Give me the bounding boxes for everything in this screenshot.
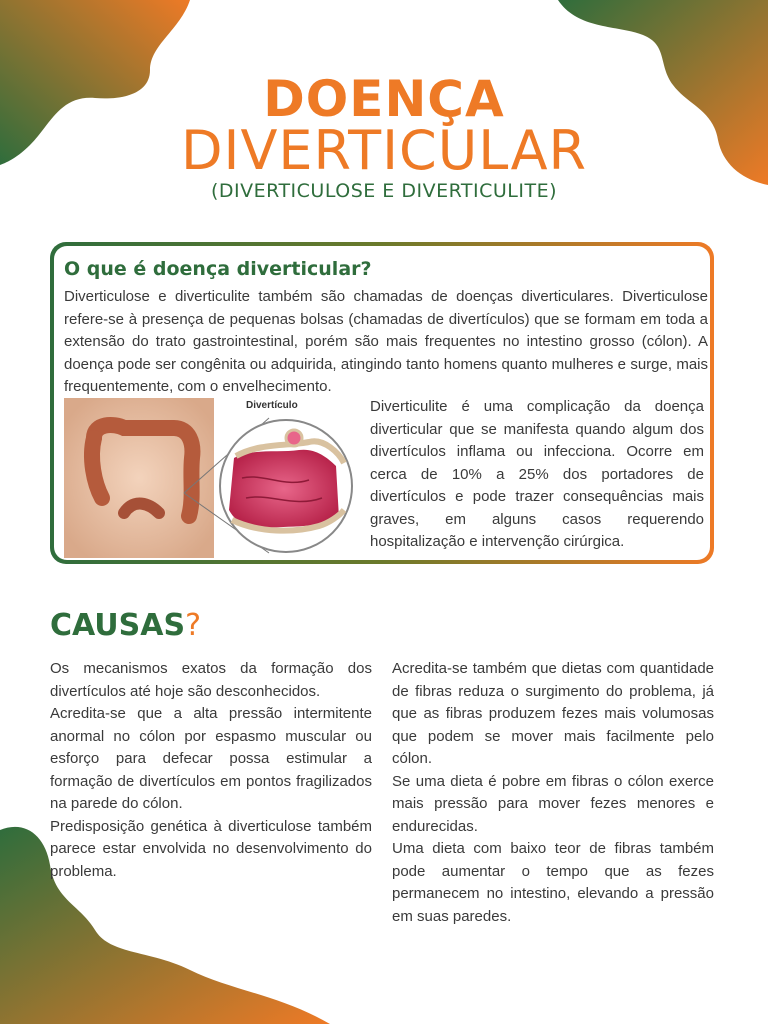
colon-illustration (64, 398, 364, 558)
causas-right-paragraph: Acredita-se também que dietas com quantidade de fibras reduza o surgimento do problema, já que as fibras produzem fezes mais volumosas que podem se mover mais facilmente pelo cólon. (392, 660, 714, 767)
causas-left-paragraph: Acredita-se que a alta pressão intermitente anormal no cólon por espasmo muscular ou esforço para defecar possa estimular a formação de divertículos em pontos fragilizados na parede do cólon. (50, 705, 372, 812)
title-line2: DIVERTICULAR (180, 119, 588, 182)
causas-left-column (50, 658, 372, 883)
causas-question-mark: ? (185, 608, 202, 643)
info-box-paragraph-2: Diverticulite é uma complicação da doença diverticular que se manifesta quando algum dos divertículos inflama ou infecciona. Ocorre em cerca de 10% a 25% dos portadores de divertículos e pode trazer consequências mais graves, em alguns casos requerendo hospitalização e intervenção cirúrgica. (370, 398, 704, 550)
causas-left-paragraph: Predisposição genética à diverticulose também parece estar envolvida no desenvolvimento do problema. (50, 817, 372, 880)
title-subtitle: (DIVERTICULOSE E DIVERTICULITE) (210, 180, 557, 202)
illustration-label: Divertículo (246, 400, 298, 411)
info-box-heading: O que é doença diverticular? (64, 258, 372, 280)
causas-right-paragraph: Uma dieta com baixo teor de fibras também pode aumentar o tempo que as fezes permanecem no intestino, elevando a pressão em suas paredes. (392, 840, 714, 925)
causas-left-paragraph: Os mecanismos exatos da formação dos divertículos até hoje são desconhecidos. (50, 660, 372, 700)
info-box-inner (54, 246, 710, 560)
causas-right-column (392, 658, 714, 928)
causas-right-paragraph: Se uma dieta é pobre em fibras o cólon exerce mais pressão para mover fezes menores e endurecidas. (392, 772, 714, 835)
causas-heading (50, 608, 201, 644)
page-title (0, 70, 768, 202)
title-line1: DOENÇA (263, 70, 505, 128)
info-box-paragraph-1: Diverticulose e diverticulite também são chamadas de doenças diverticulares. Diverticulose refere-se à presença de pequenas bolsas (chamadas de divertículos) que se formam em toda a extensão do trato gastrointestinal, porém são mais frequentes no intestino grosso (cólon). A doença pode ser congênita ou adquirida, atingindo tanto homens quanto mulheres e surge, mais frequentemente, com o envelhecimento. (64, 288, 708, 395)
causas-heading-text: CAUSAS (50, 608, 186, 643)
info-box (50, 242, 714, 564)
